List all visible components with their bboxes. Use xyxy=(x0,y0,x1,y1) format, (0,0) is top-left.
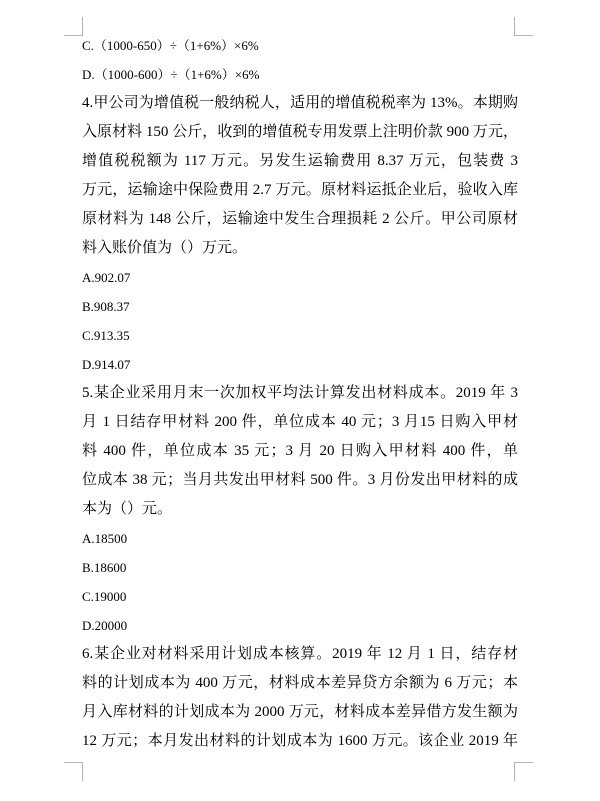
answer-option xyxy=(82,292,518,321)
page-corner-mark-bottom-left xyxy=(64,762,83,781)
answer-option xyxy=(82,524,518,553)
answer-option xyxy=(82,350,518,379)
page-corner-mark-bottom-right xyxy=(514,762,533,781)
text-line: 5.某企业采用月末一次加权平均法计算发出材料成本。2019 年 3 xyxy=(82,385,518,401)
text-line: D.914.07 xyxy=(82,357,131,372)
text-line: 4.甲公司为增值税一般纳税人，适用的增值税税率为 13%。本期购 xyxy=(82,95,518,111)
text-line: A.902.07 xyxy=(82,270,131,285)
document-body xyxy=(82,31,518,756)
answer-option xyxy=(82,553,518,582)
question-paragraph xyxy=(82,89,518,263)
text-line: C.19000 xyxy=(82,589,127,604)
text-line: 原材料为 148 公斤，运输途中发生合理损耗 2 公斤。甲公司原材 xyxy=(82,211,518,227)
text-line: C.（1000-650）÷（1+6%）×6% xyxy=(82,38,259,53)
answer-option xyxy=(82,263,518,292)
text-line: B.18600 xyxy=(82,560,127,575)
question-paragraph xyxy=(82,379,518,524)
text-line: 料 400 件，单位成本 35 元；3 月 20 日购入甲材料 400 件，单 xyxy=(82,443,518,459)
text-line: 6.某企业对材料采用计划成本核算。2019 年 12 月 1 日，结存材 xyxy=(82,646,518,662)
text-line: 料的计划成本为 400 万元，材料成本差异贷方余额为 6 万元；本 xyxy=(82,675,518,691)
text-line: 本为（）元。 xyxy=(82,501,173,517)
page-corner-mark-top-left xyxy=(64,17,83,36)
text-line: 入原材料 150 公斤，收到的增值税专用发票上注明价款 900 万元， xyxy=(82,124,518,140)
text-line: A.18500 xyxy=(82,531,128,546)
answer-option xyxy=(82,582,518,611)
text-line: 月 1 日结存甲材料 200 件，单位成本 40 元；3 月15 日购入甲材 xyxy=(82,414,518,430)
text-line: 12 万元；本月发出材料的计划成本为 1600 万元。该企业 2019 年 xyxy=(82,733,518,749)
question-paragraph xyxy=(82,640,518,756)
text-line: 位成本 38 元；当月共发出甲材料 500 件。3 月份发出甲材料的成 xyxy=(82,472,518,488)
text-line: 万元，运输途中保险费用 2.7 万元。原材料运抵企业后，验收入库 xyxy=(82,182,518,198)
answer-option xyxy=(82,60,518,89)
text-line: B.908.37 xyxy=(82,299,130,314)
text-line: 月入库材料的计划成本为 2000 万元，材料成本差异借方发生额为 xyxy=(82,704,518,720)
answer-option xyxy=(82,31,518,60)
text-line: D.20000 xyxy=(82,618,128,633)
text-line: C.913.35 xyxy=(82,328,130,343)
text-line: 料入账价值为（）万元。 xyxy=(82,240,248,256)
text-line: D.（1000-600）÷（1+6%）×6% xyxy=(82,67,260,82)
answer-option xyxy=(82,611,518,640)
answer-option xyxy=(82,321,518,350)
text-line: 增值税税额为 117 万元。另发生运输费用 8.37 万元，包装费 3 xyxy=(82,153,518,169)
